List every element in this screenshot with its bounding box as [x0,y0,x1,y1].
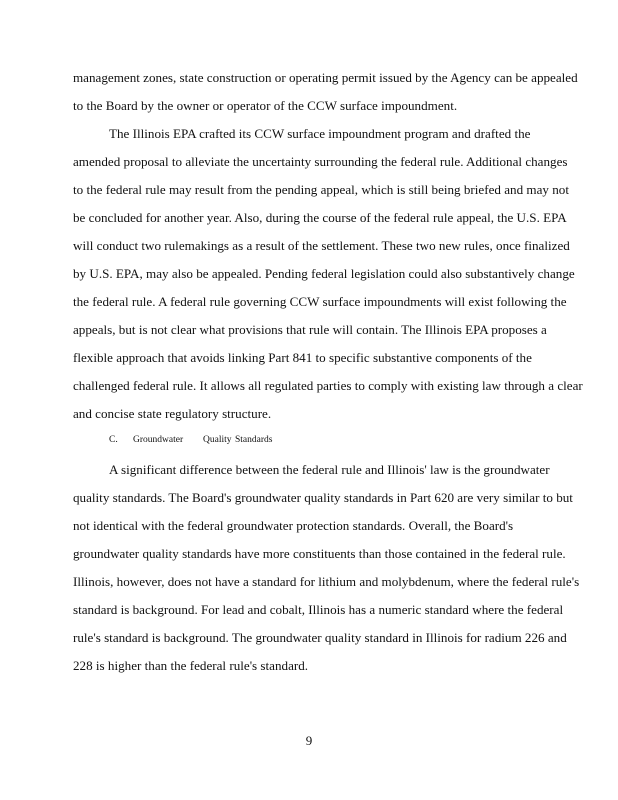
text-line: to the federal rule may result from the pending appeal, which is still being briefed and may not [73,182,569,197]
text-line: not identical with the federal groundwater protection standards. Overall, the Board's [73,518,514,533]
text-line: will conduct two rulemakings as a result of the settlement. These two new rules, once finalized [73,238,570,253]
text-line: quality standards. The Board's groundwater quality standards in Part 620 are very similar to but [73,490,573,505]
text-line: the federal rule. A federal rule governing CCW surface impoundments will exist following the [73,294,567,309]
text-line: challenged federal rule. It allows all regulated parties to comply with existing law through a clear [73,378,583,393]
section-heading-word: Quality [203,435,232,445]
text-line: management zones, state construction or operating permit issued by the Agency can be appealed [73,70,578,85]
text-line: and concise state regulatory structure. [73,406,272,421]
text-line: appeals, but is not clear what provisions that rule will contain. The Illinois EPA proposes a [73,322,547,337]
text-line: rule's standard is background. The groundwater quality standard in Illinois for radium 226 and [73,630,567,645]
section-heading [109,434,272,446]
section-letter: C. [109,435,118,445]
text-line: by U.S. EPA, may also be appealed. Pending federal legislation could also substantively change [73,266,575,281]
text-line: groundwater quality standards have more constituents than those contained in the federal rule. [73,546,566,561]
text-line: to the Board by the owner or operator of the CCW surface impoundment. [73,98,458,113]
text-line: amended proposal to alleviate the uncertainty surrounding the federal rule. Additional changes [73,154,568,169]
text-line: Illinois, however, does not have a standard for lithium and molybdenum, where the federal rule's [73,574,580,589]
text-line: The Illinois EPA crafted its CCW surface impoundment program and drafted the [109,126,531,141]
page-number: 9 [305,733,313,748]
section-heading-word: Standards [235,435,273,445]
text-line: flexible approach that avoids linking Part 841 to specific substantive components of the [73,350,532,365]
section-heading-word: Groundwater [133,435,184,445]
text-line: 228 is higher than the federal rule's standard. [73,658,309,673]
text-line: be concluded for another year. Also, during the course of the federal rule appeal, the U.S. EPA [73,210,567,225]
text-line: standard is background. For lead and cobalt, Illinois has a numeric standard where the federal [73,602,564,617]
text-line: A significant difference between the federal rule and Illinois' law is the groundwater [109,462,550,477]
